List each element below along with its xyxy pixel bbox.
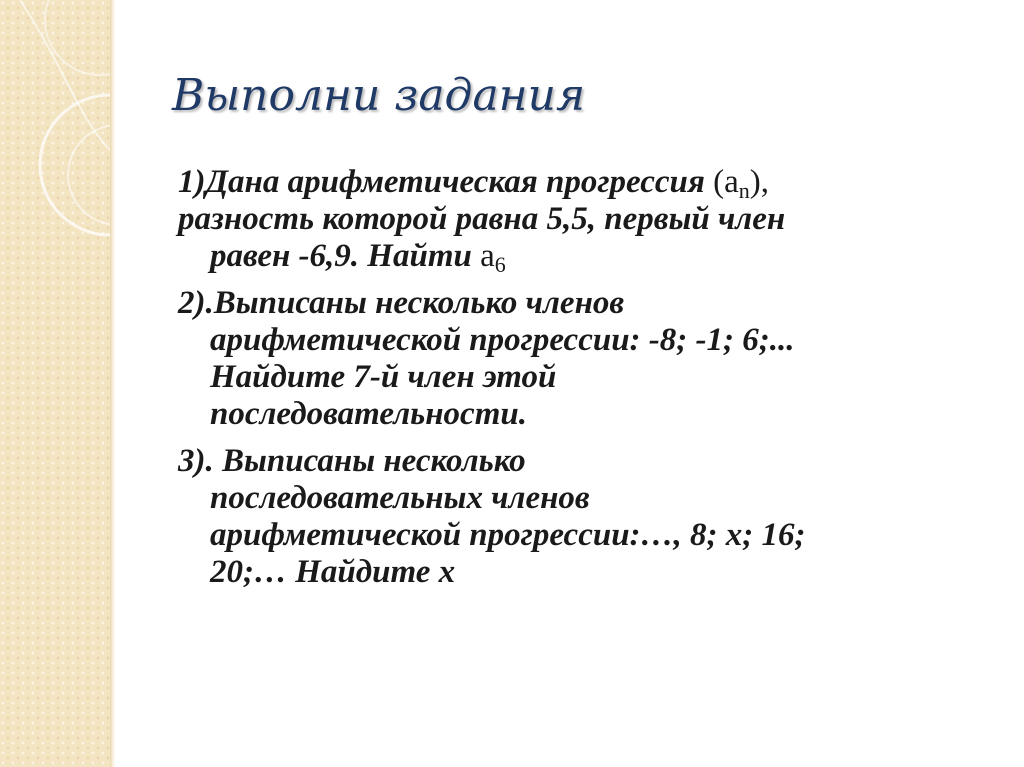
task-3-line-1: 3). Выписаны несколько	[178, 443, 526, 479]
ring-large	[40, 95, 110, 235]
task-3	[178, 443, 998, 591]
ring-medium	[68, 125, 110, 225]
task-3-line-4: 20;… Найдите x	[210, 554, 456, 590]
task-2	[178, 285, 998, 433]
decorative-rings	[0, 0, 110, 767]
task-1	[178, 164, 998, 275]
task-2-line-3: Найдите 7-й член этой	[210, 359, 557, 395]
band-edge	[110, 0, 116, 767]
task-2-line-2: арифметической прогрессии: -8; -1; 6;...	[210, 322, 795, 358]
task-2-line-4: последовательности.	[210, 396, 527, 432]
task-list	[178, 164, 998, 601]
ring-top	[45, 0, 110, 75]
task-3-line-2: последовательных членов	[210, 480, 590, 516]
decorative-side-band	[0, 0, 110, 767]
sequence-notation: $(a_n)$,	[713, 164, 770, 203]
task-1-line-2: разность которой равна 5,5, первый член	[178, 201, 786, 237]
task-1-line-1: 1)Дана арифметическая прогрессия $(a_n)$,	[178, 164, 770, 203]
task-2-line-1: 2).Выписаны несколько членов	[178, 285, 625, 321]
term-notation: $a_6$	[480, 238, 506, 277]
slide-title: Выполни задания	[172, 70, 586, 121]
task-1-line-3: равен -6,9. Найти $a_6$	[210, 238, 506, 277]
task-3-line-3: арифметической прогрессии:…, 8; x; 16;	[210, 517, 806, 553]
